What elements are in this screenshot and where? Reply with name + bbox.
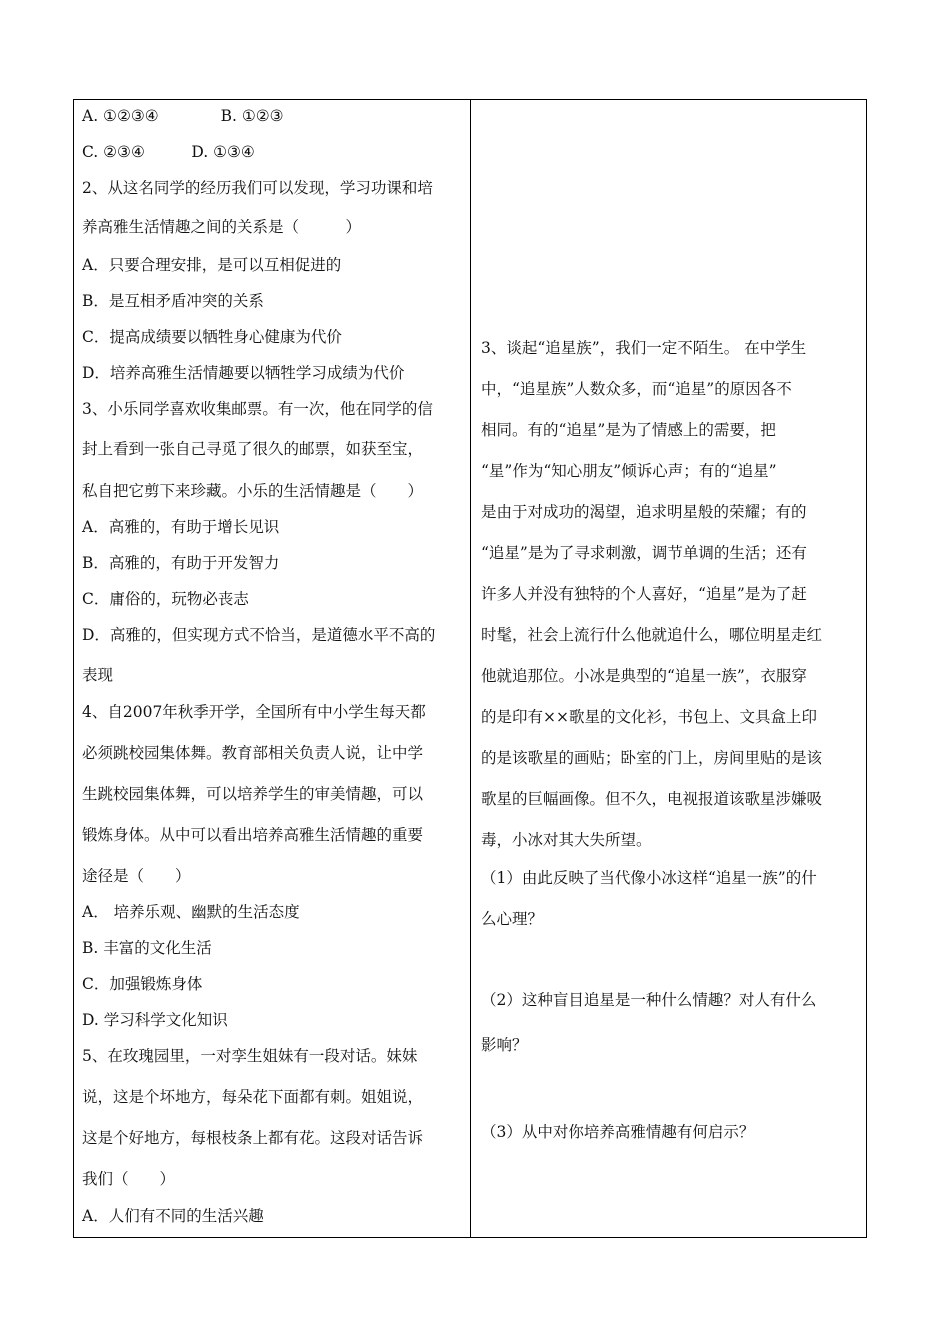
option-line: D．高雅的，但实现方式不恰当，是道德水平不高的: [82, 626, 436, 644]
question-3-cont: 封上看到一张自己寻觅了很久的邮票，如获至宝，: [82, 440, 424, 458]
option-line: D．培养高雅生活情趣要以牺牲学习成绩为代价: [82, 364, 405, 382]
option-line: D. 学习科学文化知识: [82, 1011, 228, 1029]
reading-q3-cont: 中，“追星族”人数众多，而“追星”的原因各不: [481, 380, 792, 398]
sub-question-1: （1）由此反映了当代像小冰这样“追星一族”的什: [481, 869, 817, 887]
option-line-cont: 表现: [82, 666, 114, 684]
question-2-cont: 养高雅生活情趣之间的关系是（ ）: [82, 218, 362, 236]
option-line: A．高雅的，有助于增长见识: [82, 518, 280, 536]
reading-q3-cont: 的是印有××歌星的文化衫，书包上、文具盒上印: [481, 708, 817, 726]
option-line: B．高雅的，有助于开发智力: [82, 554, 280, 572]
reading-q3-cont: “追星”是为了寻求刺激，调节单调的生活；还有: [481, 544, 807, 562]
question-3: 3、小乐同学喜欢收集邮票。有一次，他在同学的信: [82, 400, 433, 418]
reading-q3-cont: 他就追那位。小冰是典型的“追星一族”，衣服穿: [481, 667, 807, 685]
question-5-cont: 说，这是个坏地方，每朵花下面都有刺。姐姐说，: [82, 1088, 424, 1106]
reading-q3-cont: 许多人并没有独特的个人喜好，“追星”是为了赶: [481, 585, 807, 603]
option-line: C．加强锻炼身体: [82, 975, 203, 993]
option-line: A．只要合理安排，是可以互相促进的: [82, 256, 342, 274]
question-4-cont: 必须跳校园集体舞。教育部相关负责人说，让中学: [82, 744, 424, 762]
question-3-cont: 私自把它剪下来珍藏。小乐的生活情趣是（ ）: [82, 482, 424, 500]
option-line: C．庸俗的，玩物必丧志: [82, 590, 249, 608]
option-line: A. ①②③④ B. ①②③: [82, 107, 284, 125]
reading-q3: 3、谈起“追星族”，我们一定不陌生。 在中学生: [481, 339, 807, 357]
sub-question-2: （2）这种盲目追星是一种什么情趣？对人有什么: [481, 991, 817, 1009]
question-5: 5、在玫瑰园里，一对孪生姐妹有一段对话。妹妹: [82, 1047, 418, 1065]
option-line: C．提高成绩要以牺牲身心健康为代价: [82, 328, 342, 346]
question-2: 2、从这名同学的经历我们可以发现，学习功课和培: [82, 179, 433, 197]
question-5-cont: 这是个好地方，每根枝条上都有花。这段对话告诉: [82, 1129, 424, 1147]
reading-q3-cont: 的是该歌星的画贴；卧室的门上，房间里贴的是该: [481, 749, 823, 767]
reading-q3-cont: 是由于对成功的渴望，追求明星般的荣耀；有的: [481, 503, 807, 521]
option-line: C. ②③④ D. ①③④: [82, 143, 255, 161]
reading-q3-cont: 相同。有的“追星”是为了情感上的需要，把: [481, 421, 776, 439]
option-line: B．是互相矛盾冲突的关系: [82, 292, 264, 310]
sub-question-1-cont: 么心理？: [481, 910, 544, 928]
sub-question-3: （3）从中对你培养高雅情趣有何启示？: [481, 1123, 755, 1141]
question-4-cont: 锻炼身体。从中可以看出培养高雅生活情趣的重要: [82, 826, 424, 844]
reading-q3-cont: 毒，小冰对其大失所望。: [481, 831, 652, 849]
option-line: A． 培养乐观、幽默的生活态度: [82, 903, 300, 921]
question-4: 4、自2007年秋季开学，全国所有中小学生每天都: [82, 703, 426, 721]
question-4-cont: 生跳校园集体舞，可以培养学生的审美情趣，可以: [82, 785, 424, 803]
sub-question-2-cont: 影响？: [481, 1036, 528, 1054]
question-5-cont: 我们（ ）: [82, 1170, 176, 1188]
column-divider: [470, 100, 471, 1237]
reading-q3-cont: 时髦，社会上流行什么他就追什么，哪位明星走红: [481, 626, 823, 644]
reading-q3-cont: “星”作为“知心朋友”倾诉心声；有的“追星”: [481, 462, 777, 480]
worksheet-table: [73, 99, 867, 1238]
option-line: A．人们有不同的生活兴趣: [82, 1207, 264, 1225]
option-line: B. 丰富的文化生活: [82, 939, 212, 957]
reading-q3-cont: 歌星的巨幅画像。但不久，电视报道该歌星涉嫌吸: [481, 790, 823, 808]
question-4-cont: 途径是（ ）: [82, 867, 191, 885]
